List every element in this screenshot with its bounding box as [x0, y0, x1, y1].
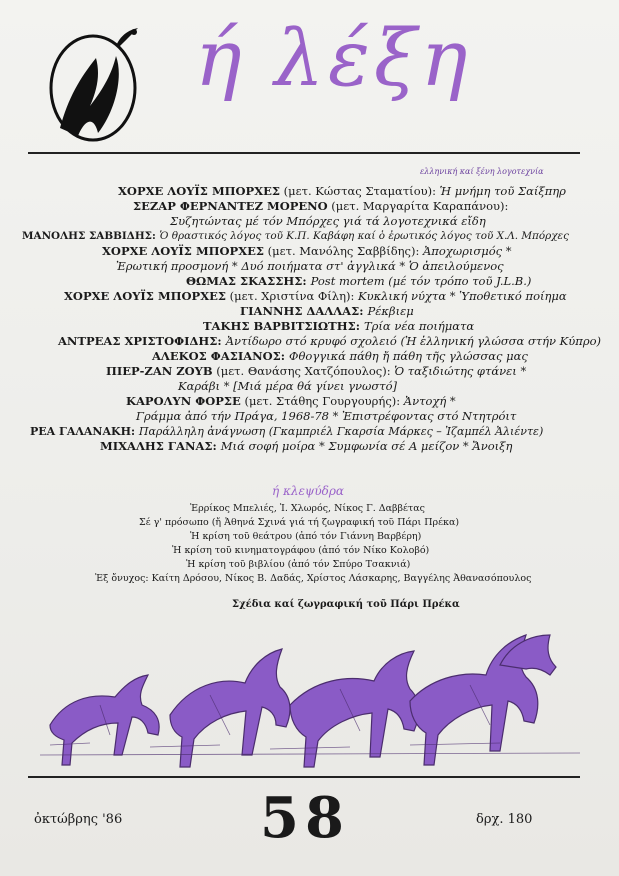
toc-entry: Καράβι * [Μιά μέρα θά γίνει γνωστό]	[178, 379, 398, 393]
klepsydra-section-title: ή κλεψύδρα	[272, 484, 345, 498]
issue-number: 58	[260, 785, 350, 851]
toc-entry: ΧΟΡΧΕ ΛΟΥΪΣ ΜΠΟΡΧΕΣ (μετ. Μανόλης Σαββίδης): Ἀποχωρισμός *	[102, 244, 512, 258]
klepsydra-line: Ἡ κρίση τοῦ κινηματογράφου (ἀπό τόν Νίκο Κολοβό)	[172, 545, 430, 556]
klepsydra-line: Σέ γ' πρόσωπο (ἤ Ἀθηνά Σχινά γιά τή ζωγραφική τοῦ Πάρι Πρέκα)	[139, 517, 460, 528]
toc-entry: ΑΛΕΚΟΣ ΦΑΣΙΑΝΟΣ: Φθογγικά πάθη ἤ πάθη τῆς γλώσσας μας	[152, 349, 528, 363]
toc-entry: ΡΕΑ ΓΑΛΑΝΑΚΗ: Παράλληλη ἀνάγνωση (Γκαμπριέλ Γκαρσία Μάρκες – Ἰζαμπέλ Ἀλιέντε)	[30, 425, 544, 438]
toc-entry: ΣΕΖΑΡ ΦΕΡΝΑΝΤΕΖ ΜΟΡΕΝΟ (μετ. Μαργαρίτα Καραπάνου):	[133, 199, 509, 213]
toc-entry: ΤΑΚΗΣ ΒΑΡΒΙΤΣΙΩΤΗΣ: Τρία νέα ποιήματα	[203, 319, 475, 333]
toc-entry: Γράμμα ἀπό τήν Πράγα, 1968-78 * Ἐπιστρέφοντας στό Ντητρόιτ	[136, 409, 517, 423]
toc-entry: ΚΑΡΟΛΥΝ ΦΟΡΣΕ (μετ. Στάθης Γουργουρής): Ἀντοχή *	[126, 394, 456, 408]
magazine-subtitle: ελληνική καί ξένη λογοτεχνία	[420, 167, 544, 176]
klepsydra-line: Ἡ κρίση τοῦ βιβλίου (ἀπό τόν Σπύρο Τσακνιά)	[186, 559, 411, 570]
klepsydra-line: Ἡ κρίση τοῦ θεάτρου (ἀπό τόν Γιάννη Βαρβέρη)	[190, 531, 422, 542]
toc-entry: ΠΙΕΡ-ΖΑΝ ΖΟΥΒ (μετ. Θανάσης Χατζόπουλος): Ὁ ταξιδιώτης φτάνει *	[106, 364, 527, 378]
top-rule	[28, 152, 580, 154]
toc-entry: ΘΩΜΑΣ ΣΚΑΣΣΗΣ: Post mortem (μέ τόν τρόπο τοῦ J.L.B.)	[186, 274, 532, 288]
klepsydra-line: Ἐρρίκος Μπελιές, Ἰ. Χλωρός, Νίκος Γ. Δαββέτας	[190, 503, 425, 514]
toc-entry: ΜΑΝΟΛΗΣ ΣΑΒΒΙΔΗΣ: Ὁ θραστικός λόγος τοῦ Κ.Π. Καβάφη καί ὁ ἐρωτικός λόγος τοῦ Χ.Λ. Μπόρχες	[22, 230, 569, 242]
toc-entry: Συζητώντας μέ τόν Μπόρχες γιά τά λογοτεχνικά εἴδη	[170, 214, 486, 228]
toc-entry: ΜΙΧΑΛΗΣ ΓΑΝΑΣ: Μιά σοφή μοίρα * Συμφωνία σέ Α μείζον * Ἄνοιξη	[100, 439, 513, 453]
logo-emblem	[38, 18, 148, 148]
illustration-credit: Σχέδια καί ζωγραφική τοῦ Πάρι Πρέκα	[232, 599, 460, 610]
klepsydra-line: Ἐξ ὄνυχος: Καίτη Δρόσου, Νίκος Β. Δαδάς, Χρίστος Λάσκαρης, Βαγγέλης Ἀθανασόπουλος	[95, 573, 532, 584]
magazine-title: ή λέξη	[195, 14, 472, 104]
toc-entry: ΑΝΤΡΕΑΣ ΧΡΙΣΤΟΦΙΔΗΣ: Ἀντίδωρο στό κρυφό σχολειό (Ἡ ἑλληνική γλώσσα στήν Κύπρο)	[58, 334, 601, 348]
horses-illustration	[30, 605, 590, 773]
bottom-rule	[28, 776, 580, 778]
issue-price: δρχ. 180	[476, 812, 533, 827]
toc-entry: ΧΟΡΧΕ ΛΟΥΪΣ ΜΠΟΡΧΕΣ (μετ. Χριστίνα Φίλη): Κυκλική νύχτα * Ὑποθετικό ποίημα	[64, 289, 567, 303]
toc-entry: ΓΙΑΝΝΗΣ ΔΑΛΛΑΣ: Ρέκβιεμ	[240, 304, 414, 318]
toc-entry: Ἐρωτική προσμονή * Δυό ποιήματα στ' ἀγγλικά * Ὁ ἀπειλούμενος	[116, 259, 504, 273]
issue-date: ὀκτώβρης '86	[34, 812, 123, 827]
toc-entry: ΧΟΡΧΕ ΛΟΥΪΣ ΜΠΟΡΧΕΣ (μετ. Κώστας Σταματίου): Ἡ μνήμη τοῦ Σαίξπηρ	[118, 184, 566, 198]
